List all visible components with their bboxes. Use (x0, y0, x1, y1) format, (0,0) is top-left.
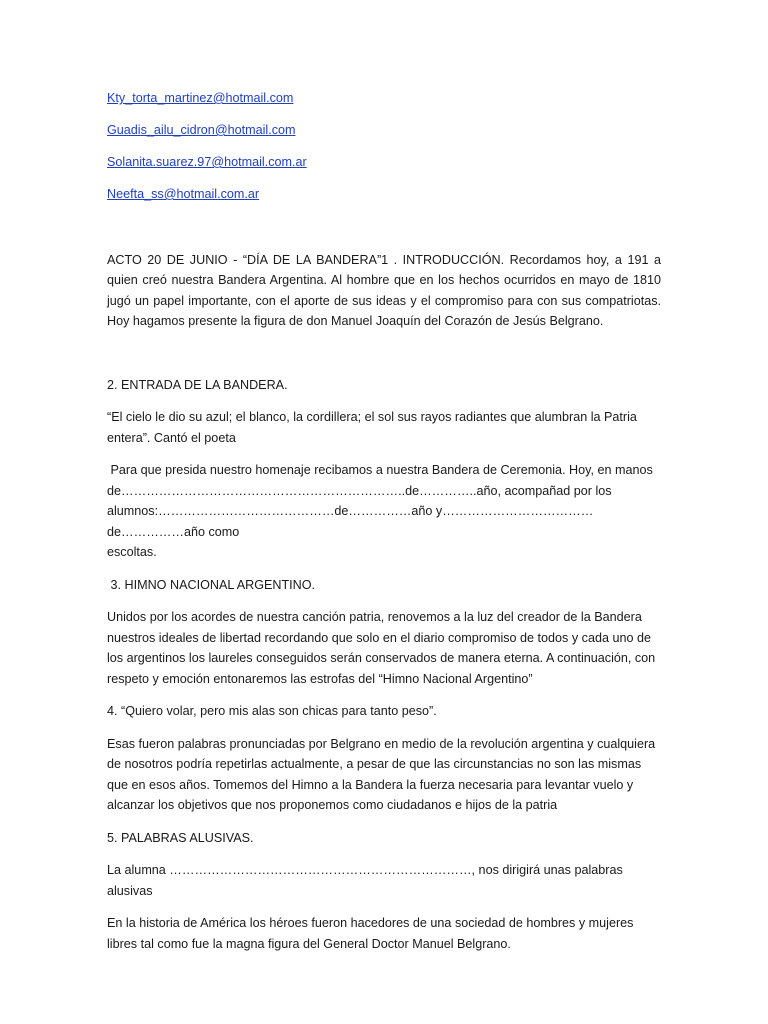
section2-line: Para que presida nuestro homenaje recibamos a nuestra Bandera de Ceremonia. Hoy, en manos (107, 463, 653, 477)
section5-heading: 5. PALABRAS ALUSIVAS. (107, 830, 254, 845)
section2-quote: “El cielo le dio su azul; el blanco, la cordillera; el sol sus rayos radiantes que alumbran la Patria entera”. Cantó el poeta (107, 410, 637, 445)
email-item (107, 184, 661, 205)
email-link-3[interactable]: Solanita.suarez.97@hotmail.com.ar (107, 155, 307, 169)
section3-body: Unidos por los acordes de nuestra canción patria, renovemos a la luz del creador de la Bandera nuestros ideales de libertad recordando que solo en el diario compromiso de todos y cada uno de los argentinos los laureles conseguidos serán conservados de manera eterna. A continuación, con respeto y emoción entonaremos las estrofas del “Himno Nacional Argentino” (107, 610, 656, 686)
section5-body: En la historia de América los héroes fueron hacedores de una sociedad de hombres y mujeres libres tal como fue la magna figura del General Doctor Manuel Belgrano. (107, 916, 634, 951)
email-link-4[interactable]: Neefta_ss@hotmail.com.ar (107, 187, 260, 201)
section3-heading: 3. HIMNO NACIONAL ARGENTINO. (107, 577, 316, 592)
email-link-1[interactable]: Kty_torta_martinez@hotmail.com (107, 91, 294, 105)
section2-heading: 2. ENTRADA DE LA BANDERA. (107, 377, 288, 392)
intro-paragraph: ACTO 20 DE JUNIO - “DÍA DE LA BANDERA”1 . INTRODUCCIÓN. Recordamos hoy, a 191 a quien creó nuestra Bandera Argentina. Al hombre que en los hechos ocurridos en mayo de 1810 jugó un papel importante, con el aporte de sus ideas y el compromiso para con sus compatriotas. Hoy hagamos presente la figura de don Manuel Joaquín del Corazón de Jesús Belgrano. (107, 252, 661, 328)
email-item (107, 120, 661, 141)
section2-line: escoltas. (107, 545, 157, 559)
email-list (107, 88, 661, 205)
email-item (107, 152, 661, 173)
email-item (107, 88, 661, 109)
section2-line: de…………………………………………………………..de…………..año, acompañad por los (107, 483, 612, 498)
email-link-2[interactable]: Guadis_ailu_cidron@hotmail.com (107, 123, 296, 137)
section2-line: alumnos:……………………………………de……………año y………………………………de……………año como (107, 504, 594, 539)
document-body (107, 88, 661, 954)
section4-body: Esas fueron palabras pronunciadas por Belgrano en medio de la revolución argentina y cualquiera de nosotros podría repetirlas actualmente, a pesar de que las circunstancias no son las mismas que en esos años. Tomemos del Himno a la Bandera la fuerza necesaria para levantar vuelo y alcanzar los objetivos que nos proponemos como ciudadanos e hijos de la patria (107, 736, 656, 812)
section2-ceremony-paragraph (107, 460, 661, 563)
section5-speaker-line: La alumna ………………………………………………………………, nos dirigirá unas palabras alusivas (107, 863, 623, 898)
section4-heading: 4. “Quiero volar, pero mis alas son chicas para tanto peso”. (107, 704, 437, 718)
